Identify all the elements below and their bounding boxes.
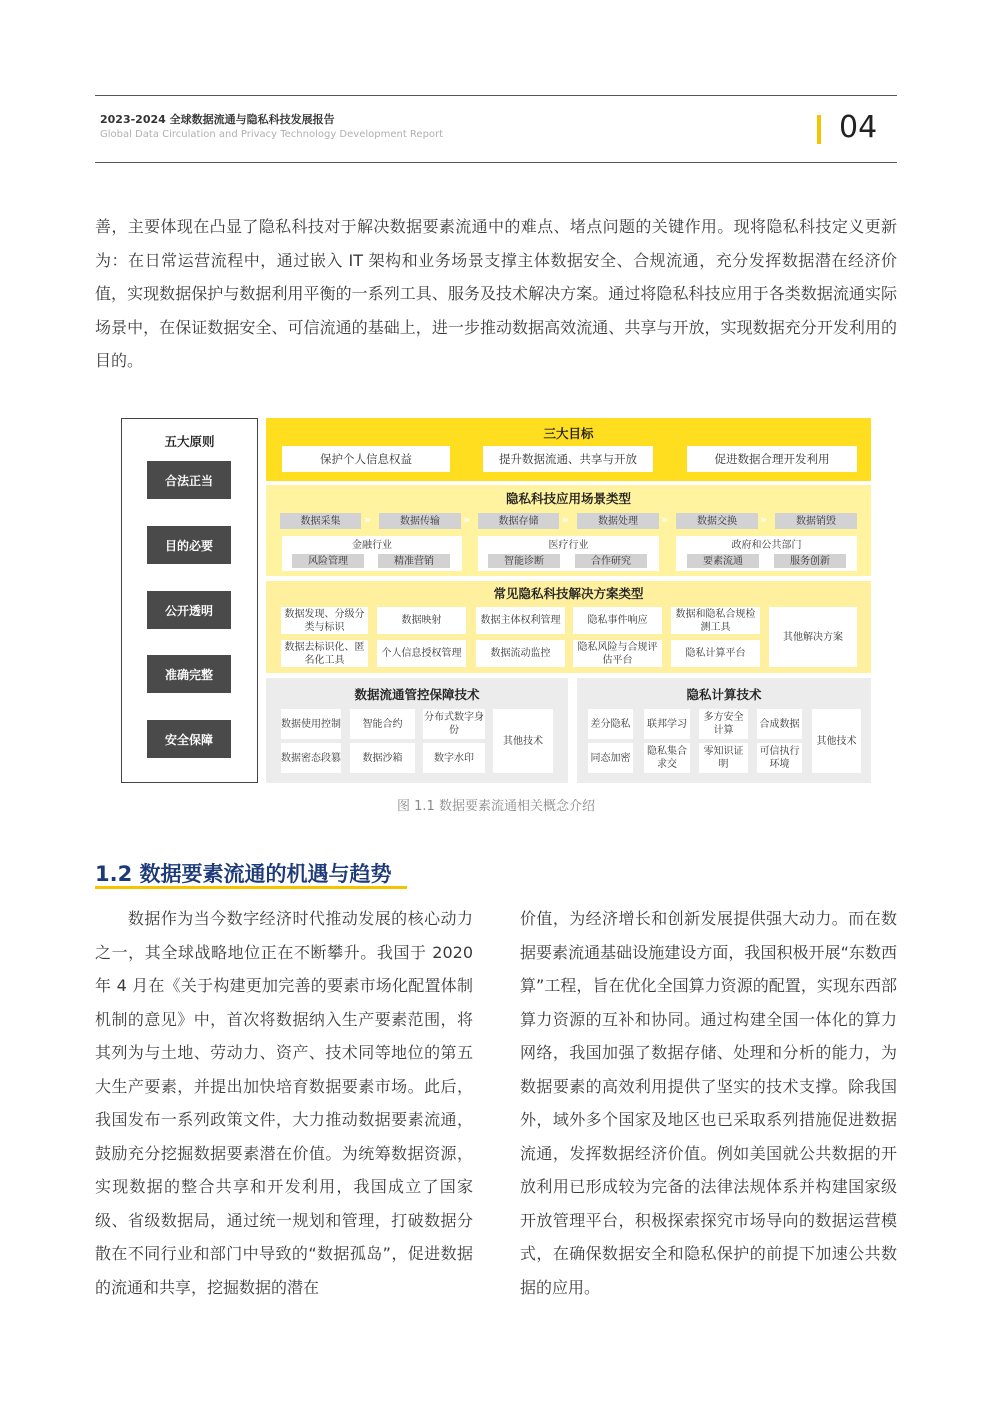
header-top-rule [95,95,897,96]
privacy-computing-title: 隐私计算技术 [686,687,762,702]
solution-item: 数据去标识化、匿名化工具 [281,640,368,667]
solution-other: 其他解决方案 [769,607,857,667]
solution-item: 数据主体权利管理 [476,607,565,634]
solution-item: 数据映射 [377,607,466,634]
goal-item: 提升数据流通、共享与开放 [483,446,653,472]
flow-arrow-icon: » [661,513,669,526]
flow-step: 数据传输 [379,513,461,529]
report-title: 2023-2024 全球数据流通与隐私科技发展报告 [100,113,335,126]
left-column-text: 数据作为当今数字经济时代推动发展的核心动力之一，其全球战略地位正在不断攀升。我国于 2020 年 4 月在《关于构建更加完善的要素市场化配置体制机制的意见》中，首次将数据纳入生产要素范围，将其列为与土地、劳动力、资产、技术同等地位的第五大生产要素，并提出加快培育数据要素市场。此后，我国发布一系列政策文件，大力推动数据要素流通，鼓励充分挖掘数据要素潜在价值。为统筹数据资源，实现数据的整合共享和开发利用，我国成立了国家级、省级数据局，通过统一规划和管理，打破数据分散在不同行业和部门中导致的“数据孤岛”，促进数据的流通和共享，挖掘数据的潜在 [95,909,473,1297]
concept-figure [121,418,871,783]
privacy-tech-item: 同态加密 [588,743,633,773]
solution-item: 个人信息授权管理 [377,640,466,667]
section-right-column [520,902,897,1304]
figure-caption: 图 1.1 数据要素流通相关概念介绍 [397,799,595,814]
sector-item: 要素流通 [687,554,759,568]
principle-item: 目的必要 [147,526,231,564]
flow-step: 数据交换 [676,513,758,529]
control-tech-title: 数据流通管控保障技术 [354,687,480,702]
privacy-tech-item: 差分隐私 [588,709,633,739]
sector-item: 精准营销 [378,554,450,568]
solution-item: 隐私风险与合规评估平台 [573,640,662,667]
control-tech-item: 数据使用控制 [281,709,341,739]
sector-item: 服务创新 [774,554,846,568]
flow-arrow-icon: » [463,513,471,526]
solutions-title: 常见隐私科技解决方案类型 [493,586,644,601]
control-tech-item: 数据沙箱 [350,743,415,773]
intro-text: 善，主要体现在凸显了隐私科技对于解决数据要素流通中的难点、堵点问题的关键作用。现将隐私科技定义更新为：在日常运营流程中，通过嵌入 IT 架构和业务场景支撑主体数据安全、合规流通，充分发挥数据潜在经济价值，实现数据保护与数据利用平衡的一系列工具、服务及技术解决方案。通过将隐私科技应用于各类数据流通实际场景中，在保证数据安全、可信流通的基础上，进一步推动数据高效流通、共享与开放，实现数据充分开发利用的目的。 [95,217,897,370]
scenarios-title: 隐私科技应用场景类型 [505,491,631,506]
solution-item: 数据流动监控 [476,640,565,667]
control-tech-item: 分布式数字身份 [423,709,485,739]
privacy-tech-item: 零知识证明 [699,743,748,773]
control-tech-item: 数据密态段篡 [281,743,341,773]
privacy-tech-other: 其他技术 [812,709,861,773]
solution-item: 数据和隐私合规检测工具 [671,607,760,634]
page-number: 04 [839,110,878,145]
flow-step: 数据销毁 [775,513,857,529]
report-subtitle: Global Data Circulation and Privacy Technology Development Report [100,129,444,140]
flow-step: 数据处理 [577,513,659,529]
principle-item: 公开透明 [147,591,231,629]
sector-item: 风险管理 [292,554,364,568]
flow-arrow-icon: » [760,513,768,526]
principle-item: 准确完整 [147,655,231,693]
flow-arrow-icon: » [364,513,372,526]
solution-item: 数据发现、分级分类与标识 [281,607,368,634]
section-title-underline [95,886,407,889]
intro-paragraph [95,210,897,378]
privacy-tech-item: 隐私集合求交 [644,743,690,773]
flow-arrow-icon: » [562,513,570,526]
flow-step: 数据采集 [280,513,361,529]
solution-item: 隐私事件响应 [573,607,662,634]
page-number-accent-bar [817,115,821,144]
goal-item: 促进数据合理开发利用 [687,446,857,472]
principle-item: 安全保障 [147,720,231,758]
privacy-tech-item: 联邦学习 [644,709,690,739]
privacy-tech-item: 可信执行环境 [757,743,802,773]
flow-step: 数据存储 [478,513,559,529]
control-tech-item: 数字水印 [423,743,485,773]
section-left-column [95,902,473,1304]
header-bottom-rule [95,162,897,163]
sector-item: 合作研究 [575,554,647,568]
solution-item: 隐私计算平台 [671,640,760,667]
section-title: 1.2 数据要素流通的机遇与趋势 [95,862,392,886]
privacy-tech-item: 多方安全计算 [699,709,748,739]
privacy-tech-item: 合成数据 [757,709,802,739]
principles-title: 五大原则 [164,434,215,449]
control-tech-item: 智能合约 [350,709,415,739]
sector-name: 金融行业 [352,539,392,551]
sector-item: 智能诊断 [488,554,560,568]
right-column-text: 价值，为经济增长和创新发展提供强大动力。而在数据要素流通基础设施建设方面，我国积极开展“东数西算”工程，旨在优化全国算力资源的配置，实现东西部算力资源的互补和协同。通过构建全国一体化的算力网络，我国加强了数据存储、处理和分析的能力，为数据要素的高效利用提供了坚实的技术支撑。除我国外，域外多个国家及地区也已采取系列措施促进数据流通，发挥数据经济价值。例如美国就公共数据的开放利用已形成较为完备的法律法规体系并构建国家级开放管理平台，积极探索探究市场导向的数据运营模式，在确保数据安全和隐私保护的前提下加速公共数据的应用。 [520,909,897,1297]
control-tech-other: 其他技术 [493,709,553,773]
principle-item: 合法正当 [147,461,231,499]
sector-name: 政府和公共部门 [731,539,802,551]
goals-title: 三大目标 [543,426,594,441]
sector-name: 医疗行业 [548,539,589,551]
goal-item: 保护个人信息权益 [282,446,450,472]
